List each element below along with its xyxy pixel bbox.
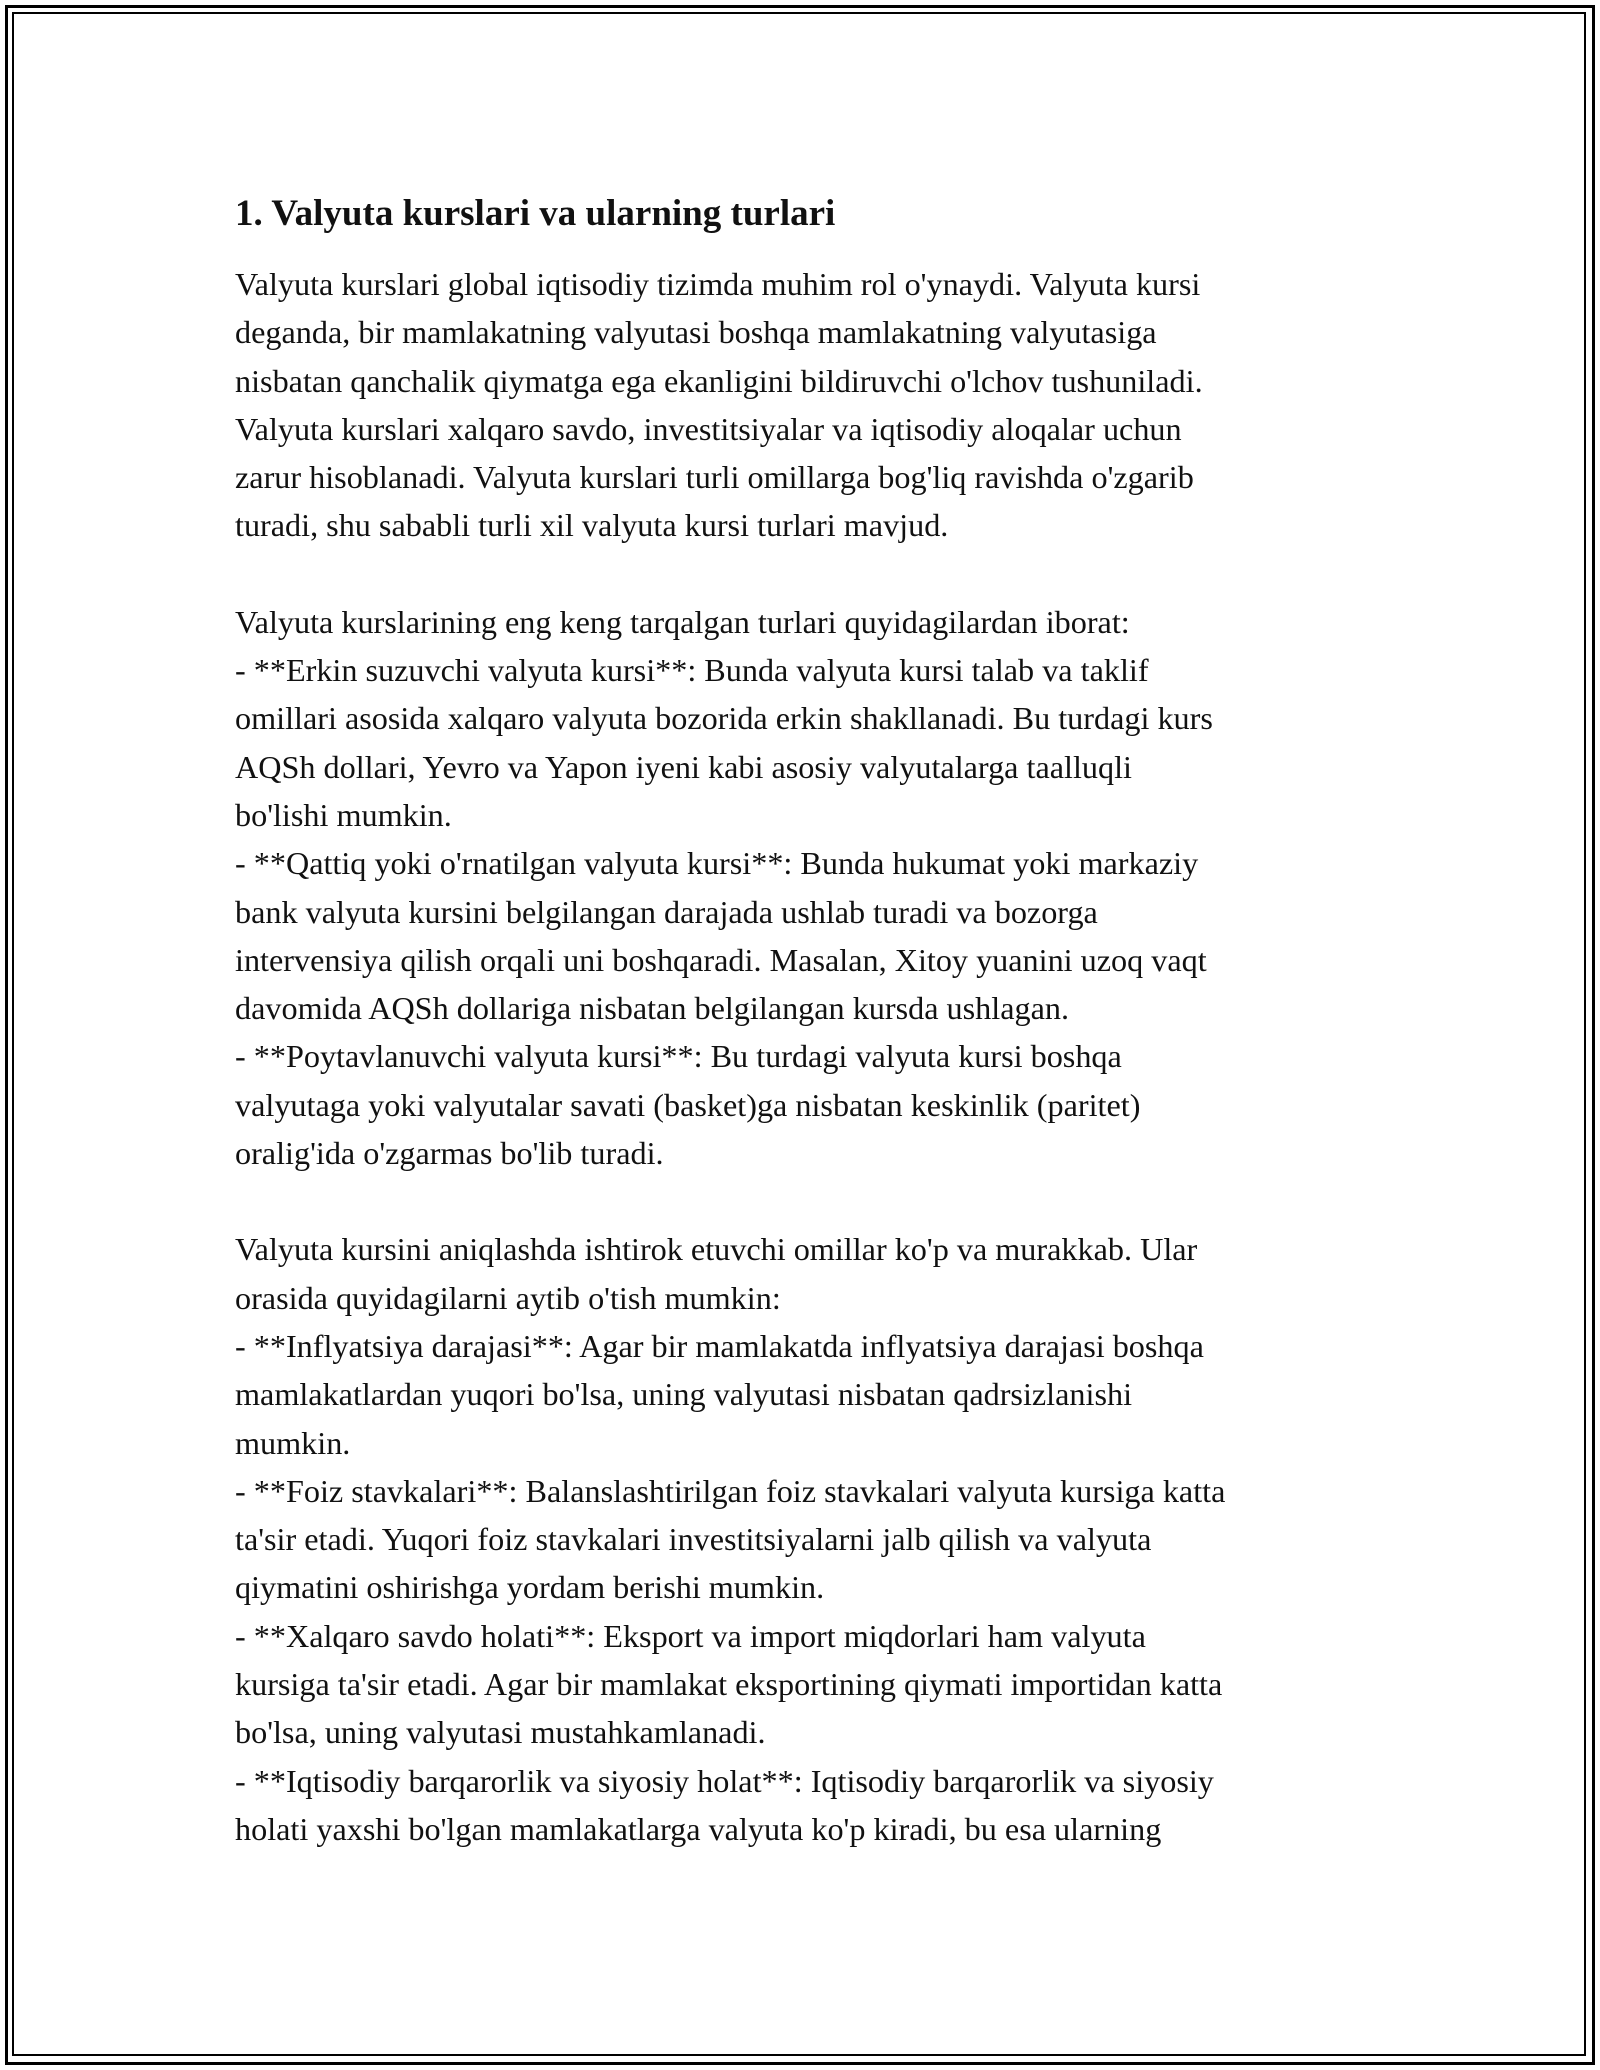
paragraph-spacer: [235, 1177, 1375, 1225]
paragraph-exchange-rate-types: Valyuta kurslarining eng keng tarqalgan turlari quyidagilardan iborat: - **Erkin suzuvchi valyuta kursi**: Bunda valyuta kursi talab va taklif omillari asosida xalqaro valyuta bozorida erkin shakllanadi. Bu turdagi kurs AQSh dollari, Yevro va Yapon iyeni kabi asosiy valyutalarga taalluqli bo'lishi mumkin. - **Qattiq yoki o'rnatilgan valyuta kursi**: Bunda hukumat yoki markaziy bank valyuta kursini belgilangan darajada ushlab turadi va bozorga intervensiya qilish orqali uni boshqaradi. Masalan, Xitoy yuanini uzoq vaqt davomida AQSh dollariga nisbatan belgilangan kursda ushlagan. - **Poytavlanuvchi valyuta kursi**: Bu turdagi valyuta kursi boshqa valyutaga yoki valyutalar savati (basket)ga nisbatan keskinlik (paritet) oralig'ida o'zgarmas bo'lib turadi.: [235, 603, 1213, 1172]
document-body: [235, 190, 1375, 1853]
paragraph-rate-factors: Valyuta kursini aniqlashda ishtirok etuvchi omillar ko'p va murakkab. Ular orasida quyidagilarni aytib o'tish mumkin: - **Inflyatsiya darajasi**: Agar bir mamlakatda inflyatsiya darajasi boshqa mamlakatlardan yuqori bo'lsa, uning valyutasi nisbatan qadrsizlanishi mumkin. - **Foiz stavkalari**: Balanslashtirilgan foiz stavkalari valyuta kursiga katta ta'sir etadi. Yuqori foiz stavkalari investitsiyalarni jalb qilish va valyuta qiymatini oshirishga yordam berishi mumkin. - **Xalqaro savdo holati**: Eksport va import miqdorlari ham valyuta kursiga ta'sir etadi. Agar bir mamlakat eksportining qiymati importidan katta bo'lsa, uning valyutasi mustahkamlanadi. - **Iqtisodiy barqarorlik va siyosiy holat**: Iqtisodiy barqarorlik va siyosiy holati yaxshi bo'lgan mamlakatlarga valyuta ko'p kiradi, bu esa ularning: [235, 1231, 1226, 1847]
section-heading: 1. Valyuta kurslari va ularning turlari: [235, 193, 836, 234]
paragraph-intro: Valyuta kurslari global iqtisodiy tizimda muhim rol o'ynaydi. Valyuta kursi deganda, bir mamlakatning valyutasi boshqa mamlakatning valyutasiga nisbatan qanchalik qiymatga ega ekanligini bildiruvchi o'lchov tushuniladi. Valyuta kurslari xalqaro savdo, investitsiyalar va iqtisodiy aloqalar uchun zarur hisoblanadi. Valyuta kurslari turli omillarga bog'liq ravishda o'zgarib turadi, shu sababli turli xil valyuta kursi turlari mavjud.: [235, 266, 1203, 544]
paragraph-spacer: [235, 550, 1375, 598]
